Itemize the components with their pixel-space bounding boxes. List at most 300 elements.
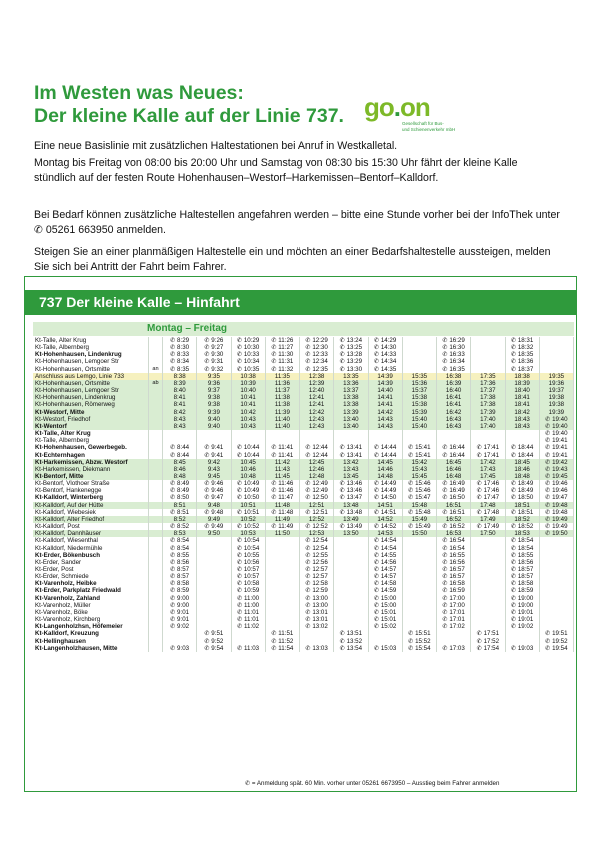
departure-time: ✆ 8:52	[163, 523, 197, 530]
departure-time: ✆ 15:41	[402, 452, 436, 459]
departure-time	[471, 616, 505, 623]
departure-time	[471, 559, 505, 566]
departure-time	[265, 573, 299, 580]
departure-time: ✆ 12:52	[300, 523, 334, 530]
departure-time: ✆ 10:49	[231, 480, 265, 487]
departure-time: 13:40	[334, 423, 368, 430]
departure-time: 19:35	[539, 373, 573, 380]
departure-time: ✆ 9:31	[197, 358, 231, 365]
departure-time: 8:52	[163, 516, 197, 523]
departure-time: ✆ 19:00	[505, 595, 539, 602]
departure-time: 8:39	[163, 380, 197, 387]
departure-time: 10:46	[231, 466, 265, 473]
departure-time	[402, 366, 436, 373]
departure-time: ✆ 17:41	[471, 452, 505, 459]
departure-time: 16:48	[437, 473, 471, 480]
departure-time	[539, 616, 573, 623]
table-row	[33, 452, 574, 459]
departure-time	[471, 587, 505, 594]
table-row	[33, 358, 574, 365]
departure-time: ✆ 13:28	[334, 351, 368, 358]
departure-time: ✆ 11:26	[265, 337, 299, 344]
departure-time: ✆ 19:01	[505, 609, 539, 616]
stop-name: Kt-Hohenhausen, Lemgoer Str	[33, 387, 149, 394]
departure-time: 19:39	[539, 409, 573, 416]
departure-time: 17:42	[471, 459, 505, 466]
goon-logo	[364, 94, 464, 134]
departure-time: 15:43	[402, 466, 436, 473]
departure-time: 11:49	[265, 516, 299, 523]
arrival-departure-marker	[149, 595, 163, 602]
departure-time: 11:42	[265, 459, 299, 466]
departure-time: 10:51	[231, 502, 265, 509]
departure-time	[265, 537, 299, 544]
departure-time: 10:38	[231, 373, 265, 380]
arrival-departure-marker	[149, 387, 163, 394]
stop-name: Kt-Varenholz, Böke	[33, 609, 149, 616]
departure-time	[334, 552, 368, 559]
table-row	[33, 473, 574, 480]
departure-time: ✆ 13:25	[334, 344, 368, 351]
table-row	[33, 459, 574, 466]
departure-time	[197, 537, 231, 544]
departure-time: 13:37	[334, 387, 368, 394]
departure-time: 8:48	[163, 473, 197, 480]
departure-time: ✆ 8:44	[163, 444, 197, 451]
departure-time	[163, 630, 197, 637]
departure-time: ✆ 10:35	[231, 366, 265, 373]
departure-time	[265, 595, 299, 602]
departure-time	[471, 545, 505, 552]
departure-time: ✆ 19:03	[505, 645, 539, 652]
timetable	[24, 276, 577, 792]
departure-time: 8:41	[163, 394, 197, 401]
departure-time: ✆ 14:52	[368, 523, 402, 530]
departure-time: 13:45	[334, 473, 368, 480]
departure-time: ✆ 17:51	[471, 630, 505, 637]
departure-time: 12:48	[300, 473, 334, 480]
departure-time	[231, 430, 265, 437]
departure-time: ✆ 18:50	[505, 494, 539, 501]
stop-name: Kt-Kalldorf, Niedermühle	[33, 545, 149, 552]
departure-time: ✆ 9:30	[197, 351, 231, 358]
stop-name: Kt-Hohenhausen, Gewerbegeb.	[33, 444, 149, 451]
arrival-departure-marker	[149, 416, 163, 423]
departure-time	[539, 552, 573, 559]
arrival-departure-marker	[149, 337, 163, 344]
departure-time: ✆ 10:54	[231, 545, 265, 552]
logo-subtitle-1: Gesellschaft für Bus-	[402, 121, 444, 126]
departure-time: 14:51	[368, 502, 402, 509]
departure-time	[163, 638, 197, 645]
departure-time: ✆ 14:35	[368, 366, 402, 373]
arrival-departure-marker	[149, 358, 163, 365]
departure-time: ✆ 9:26	[197, 337, 231, 344]
exit-paragraph: Steigen Sie an einer planmäßigen Haltestelle ein und möchten an einer Bedarfshaltestelle aussteigen, melden Sie sich bei Antritt der Fahrt beim Fahrer.	[34, 246, 551, 273]
arrival-departure-marker	[149, 523, 163, 530]
table-row	[33, 394, 574, 401]
departure-time: 13:48	[334, 502, 368, 509]
arrival-departure-marker: an	[149, 366, 163, 373]
departure-time: ✆ 18:49	[505, 487, 539, 494]
departure-time: 15:48	[402, 502, 436, 509]
departure-time: ✆ 18:57	[505, 573, 539, 580]
departure-time	[539, 573, 573, 580]
departure-time: ✆ 8:57	[163, 573, 197, 580]
departure-time: ✆ 19:47	[539, 494, 573, 501]
departure-time: 15:38	[402, 394, 436, 401]
departure-time: ✆ 10:34	[231, 358, 265, 365]
departure-time: 9:43	[197, 466, 231, 473]
departure-time	[334, 437, 368, 444]
departure-time: ✆ 9:47	[197, 494, 231, 501]
departure-time: ✆ 9:03	[163, 645, 197, 652]
departure-time: 11:45	[265, 473, 299, 480]
departure-time: ✆ 9:00	[163, 595, 197, 602]
departure-time: 19:38	[539, 401, 573, 408]
departure-time: ✆ 15:03	[368, 645, 402, 652]
departure-time: ✆ 19:43	[539, 466, 573, 473]
departure-time	[402, 559, 436, 566]
departure-time: ✆ 15:48	[402, 509, 436, 516]
departure-time: 9:42	[197, 459, 231, 466]
departure-time: ✆ 12:55	[300, 552, 334, 559]
table-row	[33, 638, 574, 645]
departure-time	[197, 545, 231, 552]
departure-time	[539, 602, 573, 609]
departure-time	[437, 638, 471, 645]
departure-time	[471, 437, 505, 444]
departure-time: ✆ 12:59	[300, 587, 334, 594]
departure-time: ✆ 18:59	[505, 587, 539, 594]
table-row	[33, 566, 574, 573]
stop-name: Kt-Hohenhausen, Lemgoer Str	[33, 358, 149, 365]
departure-time: ✆ 18:58	[505, 580, 539, 587]
departure-time: 13:50	[334, 530, 368, 537]
departure-time: 11:48	[265, 502, 299, 509]
departure-time	[334, 566, 368, 573]
table-row	[33, 437, 574, 444]
departure-time: ✆ 16:58	[437, 580, 471, 587]
arrival-departure-marker	[149, 452, 163, 459]
departure-time: ✆ 16:49	[437, 487, 471, 494]
departure-time: ✆ 10:59	[231, 587, 265, 594]
departure-time	[334, 537, 368, 544]
departure-time: ✆ 16:33	[437, 351, 471, 358]
departure-time	[197, 552, 231, 559]
departure-time: ✆ 15:46	[402, 480, 436, 487]
departure-time: ✆ 19:48	[539, 509, 573, 516]
departure-time: ✆ 10:33	[231, 351, 265, 358]
table-row	[33, 552, 574, 559]
departure-time: ✆ 19:00	[505, 602, 539, 609]
stop-name: Kt-Westorf, Friedhof	[33, 416, 149, 423]
departure-time: ✆ 9:49	[197, 523, 231, 530]
departure-time	[471, 580, 505, 587]
table-row	[33, 623, 574, 630]
stop-name: Kt-Erder, Sander	[33, 559, 149, 566]
departure-time: ✆ 8:59	[163, 587, 197, 594]
stop-name: Kt-Erder, Schmiede	[33, 573, 149, 580]
departure-time	[265, 609, 299, 616]
departure-time: 8:46	[163, 466, 197, 473]
departure-time: 16:42	[437, 409, 471, 416]
departure-time: 19:37	[539, 387, 573, 394]
departure-time: ✆ 11:00	[231, 595, 265, 602]
departure-time: 13:38	[334, 401, 368, 408]
departure-time: ✆ 14:44	[368, 444, 402, 451]
departure-time: ✆ 11:46	[265, 480, 299, 487]
departure-time: 11:50	[265, 530, 299, 537]
stop-name: Kt-Echternhagen	[33, 452, 149, 459]
departure-time	[539, 337, 573, 344]
table-row	[33, 444, 574, 451]
departure-time: ✆ 15:51	[402, 630, 436, 637]
departure-time: 11:38	[265, 394, 299, 401]
departure-time: ✆ 14:57	[368, 573, 402, 580]
departure-time: ✆ 19:41	[539, 452, 573, 459]
stop-name: Kt-Erder, Bökenbusch	[33, 552, 149, 559]
logo-text-b: on	[400, 92, 430, 122]
departure-time: ✆ 11:48	[265, 509, 299, 516]
departure-time: ✆ 9:41	[197, 444, 231, 451]
departure-time: ✆ 18:51	[505, 509, 539, 516]
departure-time: 8:40	[163, 387, 197, 394]
departure-time	[334, 545, 368, 552]
departure-time	[402, 566, 436, 573]
arrival-departure-marker	[149, 573, 163, 580]
departure-time: ✆ 14:59	[368, 587, 402, 594]
departure-time	[539, 351, 573, 358]
table-row	[33, 595, 574, 602]
departure-time	[402, 623, 436, 630]
departure-time: ✆ 11:49	[265, 523, 299, 530]
departure-time: 14:42	[368, 409, 402, 416]
arrival-departure-marker	[149, 502, 163, 509]
departure-time: ✆ 8:51	[163, 509, 197, 516]
departure-time: ✆ 8:57	[163, 566, 197, 573]
departure-time: ✆ 18:44	[505, 452, 539, 459]
departure-time: ✆ 15:41	[402, 444, 436, 451]
table-row	[33, 516, 574, 523]
stop-name: Kt-Kalldorf, Wiebesiek	[33, 509, 149, 516]
departure-time: 17:45	[471, 473, 505, 480]
departure-time: ✆ 12:44	[300, 444, 334, 451]
departure-time: ✆ 10:57	[231, 573, 265, 580]
arrival-departure-marker	[149, 459, 163, 466]
departure-time: ✆ 11:27	[265, 344, 299, 351]
departure-time: ✆ 16:52	[437, 523, 471, 530]
departure-time: ✆ 14:34	[368, 358, 402, 365]
departure-time: 8:43	[163, 416, 197, 423]
departure-time	[471, 566, 505, 573]
departure-time: ✆ 15:00	[368, 595, 402, 602]
departure-time	[197, 623, 231, 630]
arrival-departure-marker	[149, 545, 163, 552]
arrival-departure-marker	[149, 494, 163, 501]
departure-time: 10:42	[231, 409, 265, 416]
departure-time: ✆ 14:49	[368, 487, 402, 494]
departure-time: 19:36	[539, 380, 573, 387]
departure-time: ✆ 13:00	[300, 595, 334, 602]
departure-time	[505, 437, 539, 444]
departure-time: ✆ 9:27	[197, 344, 231, 351]
headline-line-2: Der kleine Kalle auf der Linie 737.	[34, 105, 344, 127]
departure-time	[300, 437, 334, 444]
departure-time: 16:40	[437, 387, 471, 394]
departure-time	[471, 609, 505, 616]
departure-time: ✆ 12:54	[300, 537, 334, 544]
departure-time: ✆ 8:54	[163, 545, 197, 552]
departure-time	[368, 630, 402, 637]
departure-time: 14:46	[368, 466, 402, 473]
departure-time: ✆ 8:34	[163, 358, 197, 365]
departure-time: 15:38	[402, 401, 436, 408]
departure-time: ✆ 14:49	[368, 480, 402, 487]
departure-time: 14:41	[368, 401, 402, 408]
departure-time: ✆ 14:54	[368, 537, 402, 544]
table-row	[33, 423, 574, 430]
departure-time: 11:43	[265, 466, 299, 473]
departure-time: ✆ 18:44	[505, 444, 539, 451]
departure-time	[539, 595, 573, 602]
departure-time: ✆ 17:00	[437, 602, 471, 609]
departure-time	[197, 437, 231, 444]
departure-time: 16:45	[437, 459, 471, 466]
stop-name: Kt-Kalldorf, Auf der Hütte	[33, 502, 149, 509]
departure-time	[334, 430, 368, 437]
departure-time: 17:36	[471, 380, 505, 387]
departure-time: ✆ 17:03	[437, 645, 471, 652]
departure-time: 17:48	[471, 502, 505, 509]
departure-time: 12:41	[300, 401, 334, 408]
table-row	[33, 366, 574, 373]
arrival-departure-marker	[149, 645, 163, 652]
departure-time: ✆ 9:01	[163, 616, 197, 623]
departure-time: ✆ 8:49	[163, 480, 197, 487]
departure-time: ✆ 13:01	[300, 616, 334, 623]
departure-time: ✆ 11:00	[231, 602, 265, 609]
table-row	[33, 573, 574, 580]
departure-time: ✆ 16:54	[437, 537, 471, 544]
departure-time: ✆ 16:56	[437, 559, 471, 566]
departure-time: 18:46	[505, 466, 539, 473]
departure-time	[368, 638, 402, 645]
departure-time: ✆ 10:52	[231, 523, 265, 530]
departure-time: 18:48	[505, 473, 539, 480]
departure-time: ✆ 9:01	[163, 609, 197, 616]
departure-time: 14:43	[368, 416, 402, 423]
departure-time: ✆ 10:58	[231, 580, 265, 587]
departure-time: ✆ 10:30	[231, 344, 265, 351]
departure-time: ✆ 9:54	[197, 645, 231, 652]
table-row	[33, 645, 574, 652]
departure-time	[231, 630, 265, 637]
departure-time: ✆ 13:02	[300, 623, 334, 630]
departure-time	[265, 616, 299, 623]
departure-time: ✆ 11:03	[231, 645, 265, 652]
departure-time	[231, 437, 265, 444]
departure-time: 17:38	[471, 401, 505, 408]
arrival-departure-marker	[149, 401, 163, 408]
table-row	[33, 609, 574, 616]
departure-time	[471, 602, 505, 609]
departure-time: ✆ 19:02	[505, 623, 539, 630]
departure-time	[402, 437, 436, 444]
departure-time: 18:40	[505, 387, 539, 394]
departure-time: 9:38	[197, 394, 231, 401]
departure-time	[300, 638, 334, 645]
departure-time	[539, 537, 573, 544]
departure-time: 10:43	[231, 423, 265, 430]
stop-name: Kt-Varenholz, Müller	[33, 602, 149, 609]
departure-time: 17:40	[471, 423, 505, 430]
departure-time	[265, 587, 299, 594]
departure-time: 11:40	[265, 423, 299, 430]
arrival-departure-marker	[149, 623, 163, 630]
table-row	[33, 602, 574, 609]
departure-time: ✆ 16:49	[437, 480, 471, 487]
stop-name: Kt-Bentorf, Hankenegge	[33, 487, 149, 494]
departure-time	[402, 337, 436, 344]
departure-time: 11:38	[265, 401, 299, 408]
departure-time: 16:51	[437, 502, 471, 509]
departure-time: ✆ 18:52	[505, 523, 539, 530]
departure-time: ✆ 12:33	[300, 351, 334, 358]
departure-time: 13:40	[334, 416, 368, 423]
departure-time	[471, 623, 505, 630]
departure-time: ✆ 8:58	[163, 580, 197, 587]
departure-time	[163, 437, 197, 444]
stop-name: Kt-Talle, Alter Krug	[33, 337, 149, 344]
departure-time: ✆ 16:54	[437, 545, 471, 552]
departure-time: 13:35	[334, 373, 368, 380]
departure-time: ✆ 12:50	[300, 494, 334, 501]
departure-time: 12:46	[300, 466, 334, 473]
departure-time	[334, 616, 368, 623]
departure-time: 15:42	[402, 459, 436, 466]
departure-time	[265, 559, 299, 566]
departure-time: ✆ 15:49	[402, 523, 436, 530]
table-row	[33, 630, 574, 637]
departure-time: 9:45	[197, 473, 231, 480]
departure-time	[334, 580, 368, 587]
departure-time	[265, 545, 299, 552]
arrival-departure-marker	[149, 409, 163, 416]
departure-time: 13:43	[334, 466, 368, 473]
arrival-departure-marker	[149, 566, 163, 573]
stop-name: Kt-Varenholz, Zahland	[33, 595, 149, 602]
departure-time: 16:41	[437, 394, 471, 401]
arrival-departure-marker	[149, 580, 163, 587]
departure-time: 17:50	[471, 530, 505, 537]
departure-time: 14:53	[368, 530, 402, 537]
departure-time: 18:43	[505, 416, 539, 423]
departure-time	[265, 430, 299, 437]
departure-time: 9:35	[197, 373, 231, 380]
departure-time: ✆ 16:35	[437, 366, 471, 373]
departure-time: ✆ 18:36	[505, 358, 539, 365]
departure-time: 11:40	[265, 416, 299, 423]
departure-time: 9:49	[197, 516, 231, 523]
departure-time: 9:37	[197, 387, 231, 394]
departure-time: ✆ 9:46	[197, 487, 231, 494]
stop-name: Kt-Harkemissen, Abzw. Westorf	[33, 459, 149, 466]
departure-time: 12:51	[300, 502, 334, 509]
departure-time: 12:42	[300, 409, 334, 416]
departure-time: ✆ 9:41	[197, 452, 231, 459]
departure-time: ✆ 19:49	[539, 516, 573, 523]
